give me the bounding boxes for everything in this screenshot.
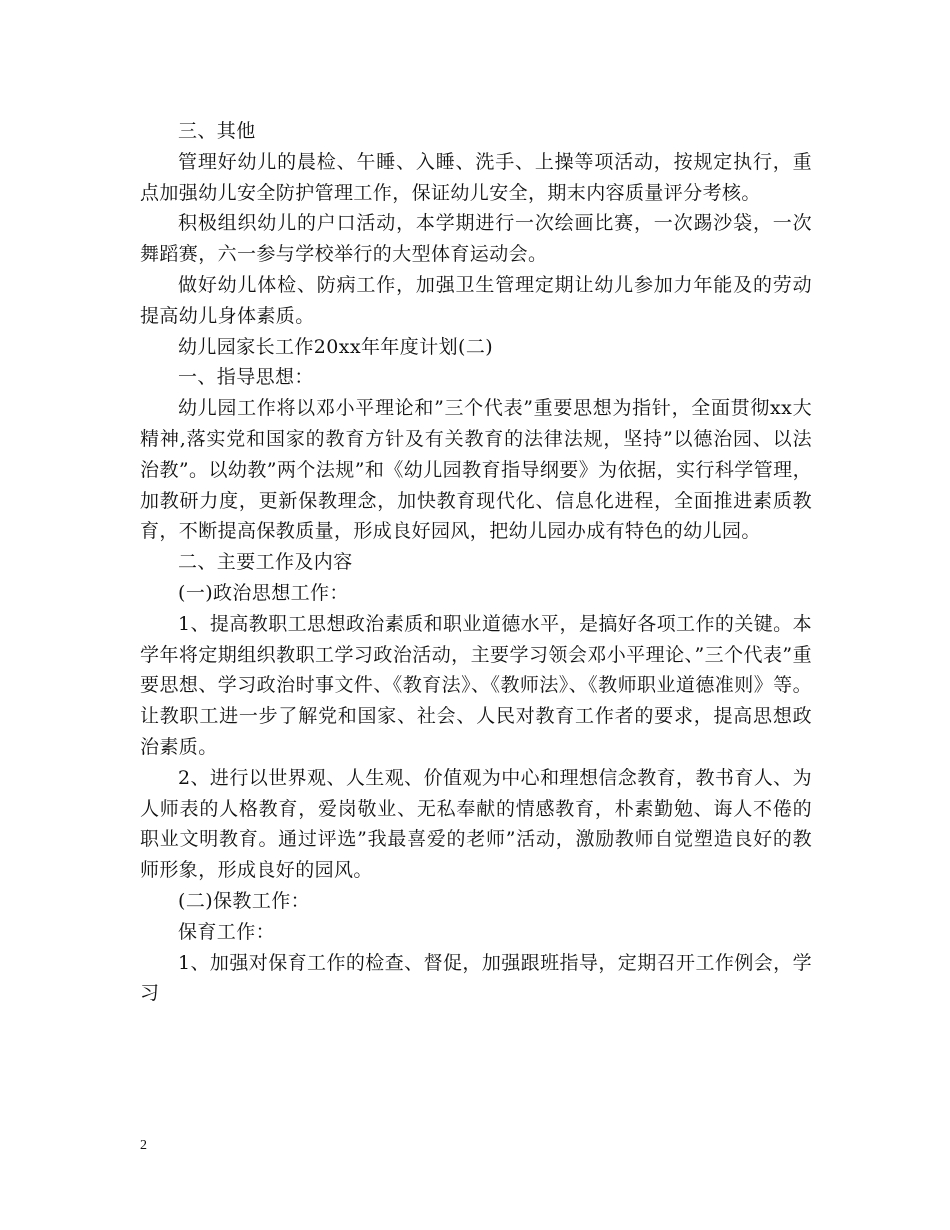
subsection-heading-political-work: (一)政治思想工作： [178, 581, 349, 604]
section-heading-guiding-ideology: 一、指导思想： [178, 366, 314, 389]
paragraph-political-item-1: 1、提高教职工思想政治素质和职业道德水平，是搞好各项工作的关键。本学年将定期组织教职工学习政治活动，主要学习领会邓小平理论、”三个代表”重要思想、学习政治时事文件、《教育法》、《教师法》、《教师职业道德准则》等。让教职工进一步了解党和国家、社会、人民对教育工作者的要求，提高思想政治素质。 [140, 612, 812, 758]
page-number: 2 [140, 1138, 147, 1153]
paragraph-guiding-ideology: 幼儿园工作将以邓小平理论和”三个代表”重要思想为指针，全面贯彻xx大精神,落实党和国家的教育方针及有关教育的法律法规，坚持”以德治园、以法治教”。以幼教”两个法规”和《幼儿园教育指导纲要》为依据，实行科学管理，加教研力度，更新保教理念，加快教育现代化、信息化进程，全面推进素质教育，不断提高保教质量，形成良好园风，把幼儿园办成有特色的幼儿园。 [140, 397, 812, 543]
paragraph-outdoor-activities: 积极组织幼儿的户口活动，本学期进行一次绘画比赛，一次踢沙袋，一次舞蹈赛，六一参与学校举行的大型体育运动会。 [140, 212, 812, 266]
section-heading-other: 三、其他 [178, 120, 256, 142]
paragraph-nursing-item-1: 1、加强对保育工作的检查、督促，加强跟班指导，定期召开工作例会，学习 [140, 951, 812, 1005]
subsection-heading-nursing: 保育工作： [178, 920, 276, 943]
section-heading-main-work: 二、主要工作及内容 [178, 551, 353, 574]
document-subtitle: 幼儿园家长工作20xx年年度计划(二) [178, 335, 494, 358]
paragraph-political-item-2: 2、进行以世界观、人生观、价值观为中心和理想信念教育，教书育人、为人师表的人格教育，爱岗敬业、无私奉献的情感教育，朴素勤勉、诲人不倦的职业文明教育。通过评选”我最喜爱的老师”活动，激励教师自觉塑造良好的教师形象，形成良好的园风。 [140, 766, 812, 882]
paragraph-daily-management: 管理好幼儿的晨检、午睡、入睡、洗手、上操等项活动，按规定执行，重点加强幼儿安全防护管理工作，保证幼儿安全，期末内容质量评分考核。 [140, 150, 812, 204]
subsection-heading-care-education: (二)保教工作： [178, 889, 311, 912]
document-body [140, 116, 812, 1009]
paragraph-health-check: 做好幼儿体检、防病工作，加强卫生管理定期让幼儿参加力年能及的劳动提高幼儿身体素质。 [140, 273, 812, 327]
